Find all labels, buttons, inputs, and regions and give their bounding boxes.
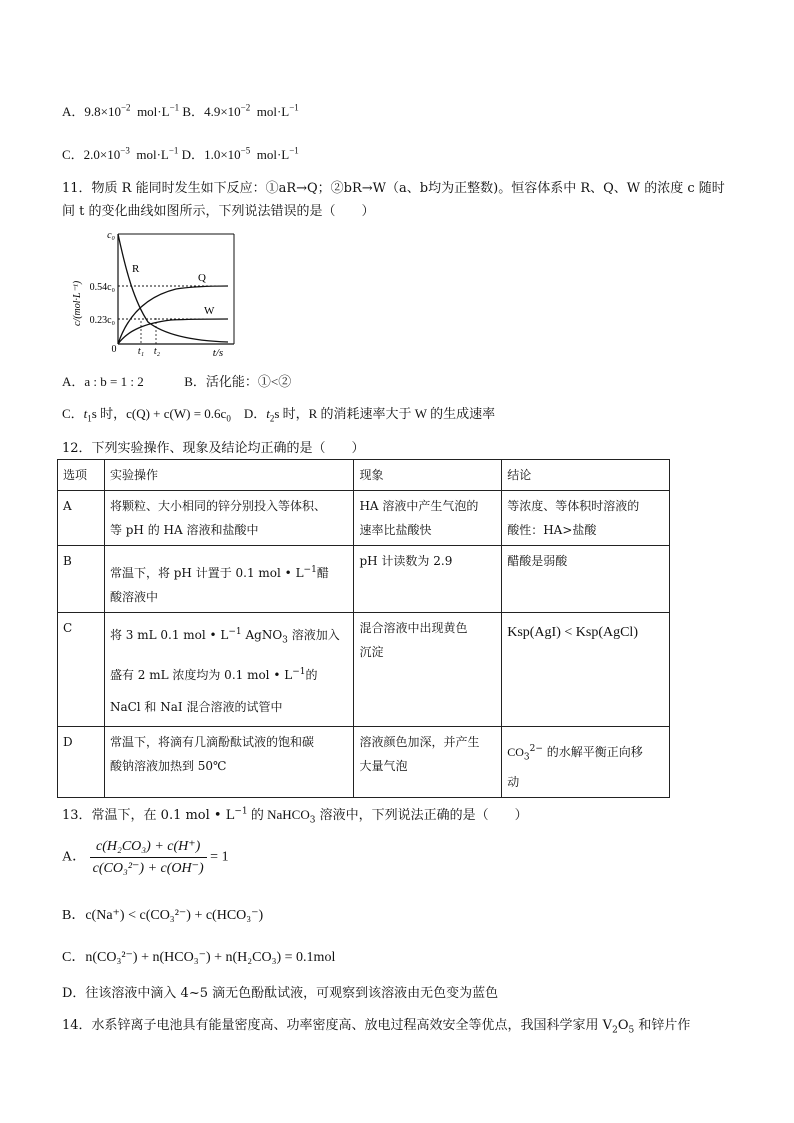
- q10-option-b-exponent: −2: [240, 102, 251, 113]
- q10-option-d-exponent: −5: [240, 145, 251, 156]
- row-c-phenomenon: [354, 613, 502, 727]
- curve-r-label: R: [132, 263, 140, 275]
- curve-w: [118, 319, 228, 344]
- q11-stem-line1: 11．物质 R 能同时发生如下反应：①aR→Q；②bR→W（a、b均为正整数)。恒容体系中 R、Q、W 的浓度 c 随时: [62, 181, 725, 196]
- row-c-op-line1-sup: −1: [228, 627, 242, 637]
- y-axis-label: c/(mol·L⁻¹): [72, 280, 83, 326]
- row-c-op-line1-sub: 3: [282, 635, 288, 646]
- q10-option-c-value: 2.0×10: [83, 147, 121, 162]
- table-row: [58, 727, 670, 797]
- tick-origin: 0: [111, 344, 117, 355]
- row-b-option: B: [58, 546, 105, 613]
- q10-option-c-unit: mol·L: [136, 147, 169, 162]
- table-row: [58, 491, 670, 546]
- row-d-concl-ion-sup: 2−: [529, 744, 543, 755]
- row-d-concl-line1: 的水解平衡正向移: [542, 745, 643, 760]
- q10-option-a-exponent: −2: [120, 102, 131, 113]
- q13-option-a-label: A．: [62, 849, 87, 865]
- q13-option-a: [62, 838, 229, 877]
- curve-q-label: Q: [198, 272, 206, 284]
- q10-option-d-label: D．: [181, 147, 205, 162]
- q10-option-b-unit: mol·L: [256, 104, 290, 119]
- q13-stem-a: 13．常温下，在 0.1 mol • L: [62, 808, 235, 823]
- row-b-op-line1: 常温下，将 pH 计置于 0.1 mol • L: [109, 566, 304, 580]
- q11-option-d-t: t: [266, 406, 270, 421]
- row-b-phen-line1: pH 计读数为 2.9: [359, 554, 453, 568]
- tick-t1: t₁: [137, 346, 145, 357]
- row-c-op-line1-tail: AgNO: [241, 628, 283, 642]
- q11-option-c-c0-sub: 0: [226, 413, 231, 424]
- row-d-option: D: [58, 727, 105, 797]
- q11-options-ab: [62, 371, 291, 390]
- row-d-op-line1: 常温下，将滴有几滴酚酞试液的饱和碳: [109, 735, 314, 750]
- q10-options-cd: [62, 144, 299, 163]
- q11-option-a: A．a : b = 1 : 2: [62, 374, 144, 389]
- row-d-operation: [104, 727, 354, 797]
- q11-option-d-text: s 时，R 的消耗速率大于 W 的生成速率: [274, 406, 496, 421]
- row-a-operation: [104, 491, 354, 546]
- tick-t2: t₂: [153, 346, 161, 357]
- row-a-phen-line2: 速率比盐酸快: [359, 523, 432, 537]
- tick-023c0: 0.23c₀: [89, 315, 115, 326]
- row-a-phen-line1: HA 溶液中产生气泡的: [359, 499, 479, 513]
- q13-option-c: C．n(CO₃²⁻) + n(HCO₃⁻) + n(H₂CO₃) = 0.1mol: [62, 950, 336, 965]
- q13-option-d: D．往该溶液中滴入 4~5 滴无色酚酞试液，可观察到该溶液由无色变为蓝色: [62, 986, 499, 1001]
- header-operation: 实验操作: [104, 460, 354, 491]
- tick-c0: c₀: [107, 230, 115, 241]
- row-d-conclusion: [502, 727, 670, 797]
- row-a-phenomenon: [354, 491, 502, 546]
- q14-stem-a: 14．水系锌离子电池具有能量密度高、功率密度高、放电过程高效安全等优点，我国科学家用 V: [62, 1018, 613, 1033]
- row-a-op-line1: 将颗粒、大小相同的锌分别投入等体积、: [109, 499, 326, 513]
- row-b-op-line2: 酸溶液中: [109, 590, 158, 604]
- table-row: [58, 613, 670, 727]
- x-axis-label: t/s: [212, 347, 224, 358]
- q10-option-a-unit-exponent: −1: [169, 102, 180, 113]
- q13-option-a-fraction: [90, 838, 207, 877]
- q11-option-c-t-sub: 1: [87, 413, 92, 424]
- row-d-phen-line2: 大量气泡: [359, 759, 408, 774]
- q14-stem-c: 和锌片作: [634, 1018, 691, 1033]
- header-conclusion: 结论: [502, 460, 670, 491]
- row-c-op-line2-tail: 的: [305, 668, 318, 683]
- row-a-concl-line1: 等浓度、等体积时溶液的: [507, 499, 640, 513]
- q14-stem-sub2: 5: [628, 1025, 635, 1036]
- q10-option-c-unit-exponent: −1: [168, 145, 179, 156]
- row-c-option: C: [58, 613, 105, 727]
- header-phenomenon: 现象: [354, 460, 502, 491]
- q13-option-a-rhs: = 1: [210, 849, 229, 865]
- q14-stem-sub1: 2: [612, 1025, 618, 1036]
- q11-option-b: B．活化能：①<②: [184, 374, 292, 389]
- q10-option-d-unit: mol·L: [256, 147, 290, 162]
- row-d-phen-line1: 溶液颜色加深，并产生: [359, 735, 480, 750]
- row-d-concl-ion: CO: [507, 745, 524, 760]
- row-c-op-line2-sup: −1: [292, 667, 306, 678]
- q14-stem-b: O: [617, 1018, 629, 1033]
- row-c-op-line1-tail2: 溶液加入: [287, 628, 340, 642]
- row-d-phenomenon: [354, 727, 502, 797]
- tick-054c0: 0.54c₀: [89, 282, 115, 293]
- row-b-concl-line1: 醋酸是弱酸: [507, 554, 568, 568]
- q11-option-c-text: s 时，c(Q) + c(W) = 0.6c: [91, 406, 227, 421]
- q13-option-b: B．c(Na⁺) < c(CO₃²⁻) + c(HCO₃⁻): [62, 908, 264, 923]
- q13-stem-b: 的 NaHCO: [247, 807, 310, 822]
- q10-option-b-label: B．: [182, 104, 205, 119]
- q10-option-b-value: 4.9×10: [204, 104, 241, 119]
- row-a-conclusion: [502, 491, 670, 546]
- q13-stem-c: 溶液中，下列说法正确的是（ ）: [315, 808, 528, 823]
- q10-option-c-exponent: −3: [120, 145, 130, 156]
- q11-option-d-t-sub: 2: [269, 413, 275, 424]
- row-a-concl-line2: 酸性：HA>盐酸: [507, 523, 597, 537]
- row-c-phen-line2: 沉淀: [359, 645, 384, 659]
- row-a-option: A: [58, 491, 105, 546]
- q12-stem: 12．下列实验操作、现象及结论均正确的是（ ）: [62, 441, 365, 456]
- q11-option-d-label: D．: [243, 406, 267, 421]
- q13-stem: [62, 804, 528, 826]
- q10-option-a-label: A．: [62, 104, 85, 119]
- curve-w-label: W: [204, 305, 215, 317]
- q11-concentration-time-graph: [66, 226, 246, 358]
- q14-stem: [62, 1014, 690, 1036]
- row-d-concl-line2: 动: [507, 774, 520, 789]
- row-c-op-line2: 盛有 2 mL 浓度均为 0.1 mol • L: [109, 668, 293, 683]
- q10-option-a-unit: mol·L: [137, 104, 170, 119]
- q11-option-c-t: t: [83, 406, 88, 421]
- q11-options-cd: [62, 403, 495, 424]
- q13-stem-sup: −1: [234, 806, 248, 817]
- q10-option-c-label: C．: [62, 147, 84, 162]
- row-a-op-line2: 等 pH 的 HA 溶液和盐酸中: [109, 523, 259, 537]
- q10-option-a-value: 9.8×10: [84, 104, 121, 119]
- row-b-conclusion: [502, 546, 670, 613]
- q13-option-a-numerator: c(H₂CO₃) + c(H⁺): [90, 838, 207, 858]
- q13-stem-sub: 3: [309, 815, 316, 826]
- q10-options-ab: [62, 101, 299, 120]
- q13-option-a-denominator: c(CO₃²⁻) + c(OH⁻): [92, 861, 204, 876]
- row-b-op-sup: −1: [303, 565, 317, 575]
- row-c-op-line1: 将 3 mL 0.1 mol • L: [109, 628, 229, 642]
- q12-table: [57, 459, 670, 798]
- q11-option-c-label: C．: [62, 406, 84, 421]
- table-header-row: [58, 460, 670, 491]
- row-b-operation: [104, 546, 354, 613]
- table-row: [58, 546, 670, 613]
- curve-r: [118, 234, 228, 342]
- row-d-op-line2: 酸钠溶液加热到 50℃: [109, 759, 227, 774]
- row-c-conclusion: Ksp(AgI) < Ksp(AgCl): [502, 613, 670, 727]
- q10-option-d-value: 1.0×10: [204, 147, 241, 162]
- row-b-phenomenon: [354, 546, 502, 613]
- row-c-phen-line1: 混合溶液中出现黄色: [359, 621, 468, 635]
- header-option: 选项: [58, 460, 105, 491]
- row-b-op-tail: 醋: [316, 566, 329, 580]
- q10-option-d-unit-exponent: −1: [289, 145, 299, 156]
- q11-stem-line2: 间 t 的变化曲线如图所示，下列说法错误的是（ ）: [62, 204, 375, 219]
- q10-option-b-unit-exponent: −1: [289, 102, 299, 113]
- row-c-op-line3: NaCl 和 NaI 混合溶液的试管中: [109, 700, 283, 715]
- row-c-operation: [104, 613, 354, 727]
- row-d-concl-ion-sub: 3: [523, 752, 530, 763]
